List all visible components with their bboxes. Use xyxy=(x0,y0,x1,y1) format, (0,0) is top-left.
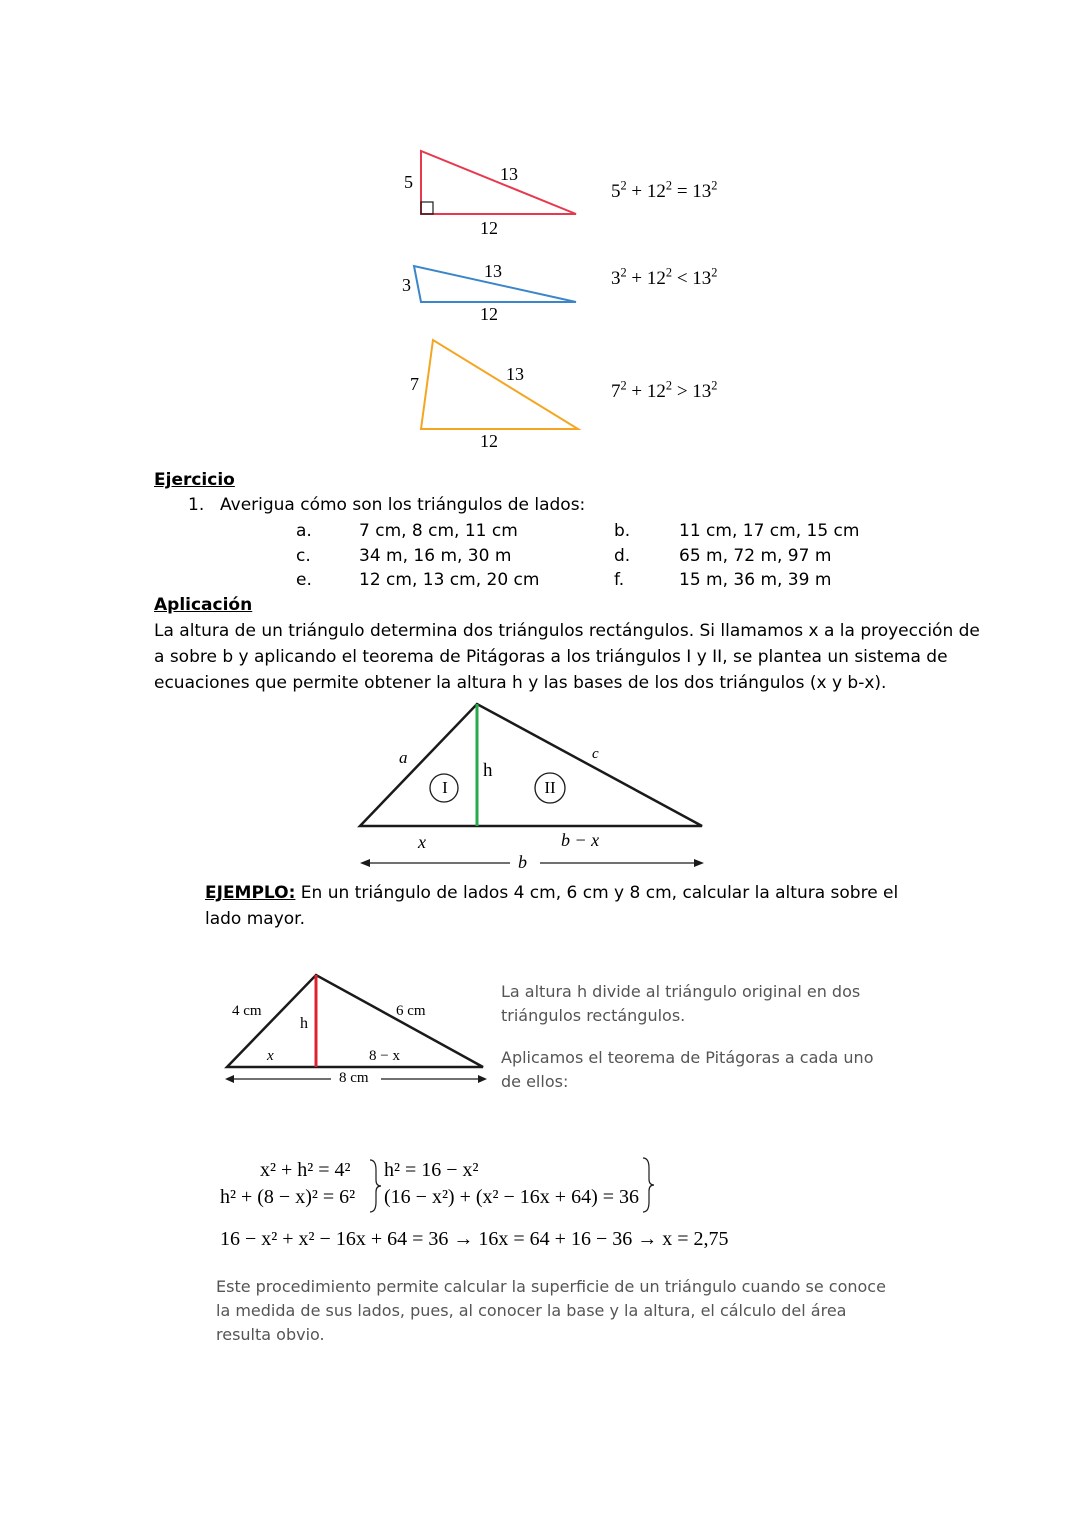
note-1-line-2: triángulos rectángulos. xyxy=(501,1006,686,1025)
diagram-label-I: I xyxy=(442,778,448,797)
example-label-x: x xyxy=(267,1048,274,1064)
ejemplo-line-1 xyxy=(205,880,898,906)
ejemplo-text: En un triángulo de lados 4 cm, 6 cm y 8 cm, calcular la altura sobre el xyxy=(295,883,899,903)
diagram-label-h: h xyxy=(483,760,493,781)
orange-side-a: 7 xyxy=(410,374,419,394)
aplicacion-line-3: ecuaciones que permite obtener la altura h y las bases de los dos triángulos (x y b-x). xyxy=(154,673,887,693)
diagram-label-b: b xyxy=(518,852,527,872)
ejercicio-heading: Ejercicio xyxy=(154,470,235,490)
red-side-b: 12 xyxy=(480,218,498,238)
aplicacion-line-1: La altura de un triángulo determina dos triángulos rectángulos. Si llamamos x a la proyección de xyxy=(154,621,980,641)
item-letter-b: b. xyxy=(614,521,631,541)
item-letter-f: f. xyxy=(614,570,625,590)
equation-solution: 16 − x² + x² − 16x + 64 = 36 → 16x = 64 + 16 − 36 → x = 2,75 xyxy=(220,1228,729,1250)
system-brace-right xyxy=(641,1156,655,1214)
example-label-h: h xyxy=(300,1015,308,1032)
equation-acute: $7^2 + 12^2 > 13^2$ xyxy=(611,378,718,402)
orange-side-b: 12 xyxy=(480,431,498,451)
item-sides-b: 11 cm, 17 cm, 15 cm xyxy=(679,521,860,541)
item-sides-d: 65 m, 72 m, 97 m xyxy=(679,546,832,566)
conclusion-line-3: resulta obvio. xyxy=(216,1325,325,1344)
system-eq-1-right: h² = 16 − x² xyxy=(384,1159,479,1181)
item-sides-f: 15 m, 36 m, 39 m xyxy=(679,570,832,590)
system-eq-1-left: x² + h² = 4² xyxy=(260,1159,351,1181)
example-label-6cm: 6 cm xyxy=(396,1003,426,1019)
blue-hyp: 13 xyxy=(484,261,502,281)
blue-side-b: 12 xyxy=(480,304,498,324)
base-arrow-right-head xyxy=(694,859,704,867)
diagram-label-II: II xyxy=(544,778,556,797)
system-eq-2-left: h² + (8 − x)² = 6² xyxy=(220,1186,356,1208)
item-sides-c: 34 m, 16 m, 30 m xyxy=(359,546,512,566)
right-triangle xyxy=(421,151,576,214)
conclusion-line-2: la medida de sus lados, pues, al conocer la base y la altura, el cálculo del área xyxy=(216,1301,847,1320)
example-label-8cm: 8 cm xyxy=(339,1070,369,1086)
item-letter-e: e. xyxy=(296,570,312,590)
ejemplo-label: EJEMPLO: xyxy=(205,883,296,903)
acute-triangle xyxy=(421,340,578,429)
exercise-number: 1. xyxy=(188,495,205,515)
aplicacion-line-2: a sobre b y aplicando el teorema de Pitágoras a los triángulos I y II, se plantea un sistema de xyxy=(154,647,948,667)
diagram-triangle xyxy=(360,704,702,826)
example-arrow-left-head xyxy=(225,1075,234,1083)
red-side-a: 5 xyxy=(404,172,413,192)
orange-hyp: 13 xyxy=(506,364,524,384)
system-brace-middle xyxy=(368,1158,382,1214)
red-hyp: 13 xyxy=(500,164,518,184)
blue-side-a: 3 xyxy=(402,275,411,295)
equation-obtuse: $3^2 + 12^2 < 13^2$ xyxy=(611,265,718,289)
system-eq-2-right: (16 − x²) + (x² − 16x + 64) = 36 xyxy=(384,1186,640,1208)
aplicacion-heading: Aplicación xyxy=(154,595,253,615)
example-label-4cm: 4 cm xyxy=(232,1003,262,1019)
note-1-line-1: La altura h divide al triángulo original en dos xyxy=(501,982,861,1001)
diagram-label-a: a xyxy=(399,748,408,767)
item-sides-e: 12 cm, 13 cm, 20 cm xyxy=(359,570,540,590)
diagram-label-c: c xyxy=(592,746,599,762)
item-sides-a: 7 cm, 8 cm, 11 cm xyxy=(359,521,518,541)
note-2-line-1: Aplicamos el teorema de Pitágoras a cada uno xyxy=(501,1048,874,1067)
ejemplo-line-2: lado mayor. xyxy=(205,909,306,929)
right-angle-mark xyxy=(421,202,433,214)
note-2-line-2: de ellos: xyxy=(501,1072,569,1091)
diagram-label-b-minus-x: b − x xyxy=(561,830,600,850)
example-label-8-minus-x: 8 − x xyxy=(369,1048,400,1064)
item-letter-c: c. xyxy=(296,546,311,566)
equation-right: $5^2 + 12^2 = 13^2$ xyxy=(611,178,718,202)
item-letter-a: a. xyxy=(296,521,312,541)
triangles-figure xyxy=(0,0,1080,460)
exercise-prompt: Averigua cómo son los triángulos de lados: xyxy=(220,495,586,515)
item-letter-d: d. xyxy=(614,546,631,566)
diagram-label-x: x xyxy=(418,832,426,852)
example-arrow-right-head xyxy=(478,1075,487,1083)
example-triangle xyxy=(227,975,483,1067)
base-arrow-left-head xyxy=(360,859,370,867)
conclusion-line-1: Este procedimiento permite calcular la superficie de un triángulo cuando se conoce xyxy=(216,1277,886,1296)
height-diagram xyxy=(340,695,720,875)
